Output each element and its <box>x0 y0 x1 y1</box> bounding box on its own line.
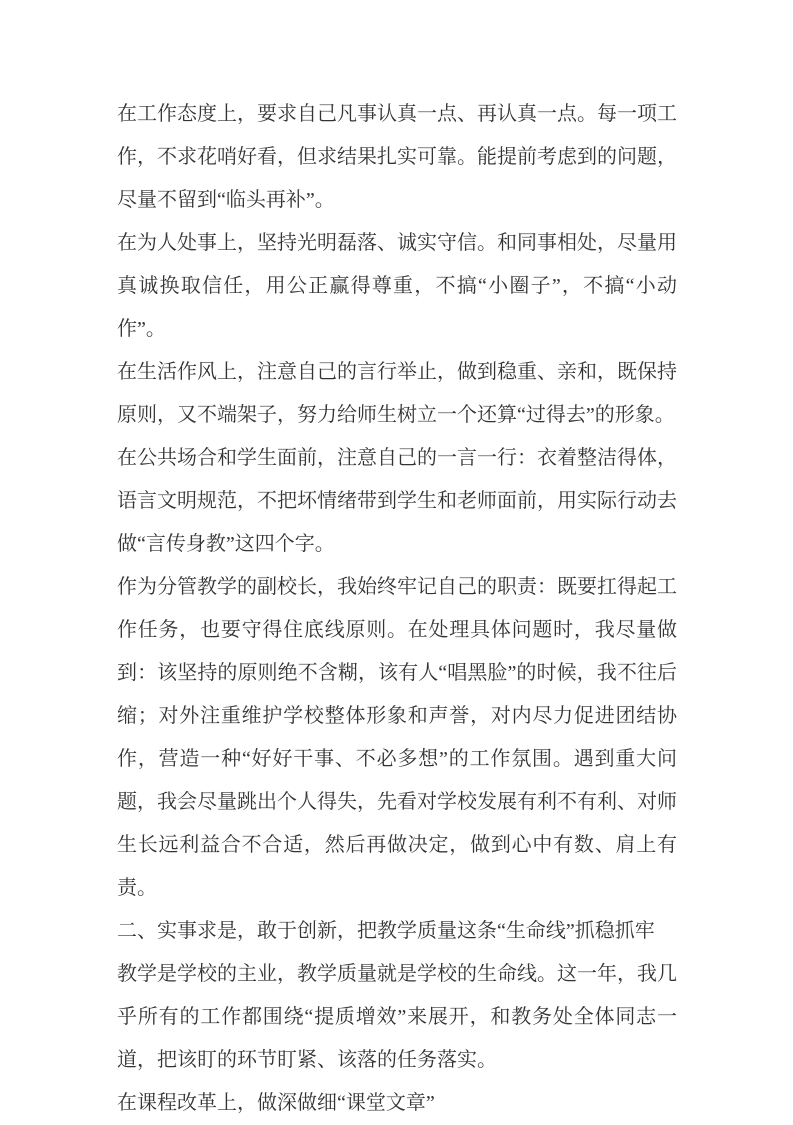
paragraph-curriculum-reform: 在课程改革上，做深做细“课堂文章” <box>117 1092 435 1114</box>
paragraph-teaching-quality: 教学是学校的主业，教学质量就是学校的生命线。这一年，我几乎所有的工作都围绕“提质增效”来展开，和教务处全体同志一道，把该盯的环节盯紧、该落的任务落实。 <box>117 963 677 1071</box>
paragraph-vice-principal-duty: 作为分管教学的副校长，我始终牢记自己的职责：既要扛得起工作任务，也要守得住底线原则。在处理具体问题时，我尽量做到：该坚持的原则绝不含糊，该有人“唱黑脸”的时候，我不往后缩；对外注重维护学校整体形象和声誉，对内尽力促进团结协作，营造一种“好好干事、不必多想”的工作氛围。遇到重大问题，我会尽量跳出个人得失，先看对学校发展有利不有利、对师生长远利益合不合适，然后再做决定，做到心中有数、肩上有责。 <box>117 576 677 899</box>
paragraph-public-behavior: 在公共场合和学生面前，注意自己的一言一行：衣着整洁得体，语言文明规范，不把坏情绪带到学生和老师面前，用实际行动去做“言传身教”这四个字。 <box>117 447 677 555</box>
section-heading-two: 二、实事求是，敢于创新，把教学质量这条“生命线”抓稳抓牢 <box>117 920 655 942</box>
paragraph-work-attitude: 在工作态度上，要求自己凡事认真一点、再认真一点。每一项工作，不求花哨好看，但求结果扎实可靠。能提前考虑到的问题，尽量不留到“临头再补”。 <box>117 103 677 211</box>
paragraph-conduct: 在为人处事上，坚持光明磊落、诚实守信。和同事相处，尽量用真诚换取信任，用公正赢得尊重，不搞“小圈子”，不搞“小动作”。 <box>117 232 677 340</box>
paragraph-lifestyle: 在生活作风上，注意自己的言行举止，做到稳重、亲和，既保持原则，又不端架子，努力给师生树立一个还算“过得去”的形象。 <box>117 361 677 426</box>
